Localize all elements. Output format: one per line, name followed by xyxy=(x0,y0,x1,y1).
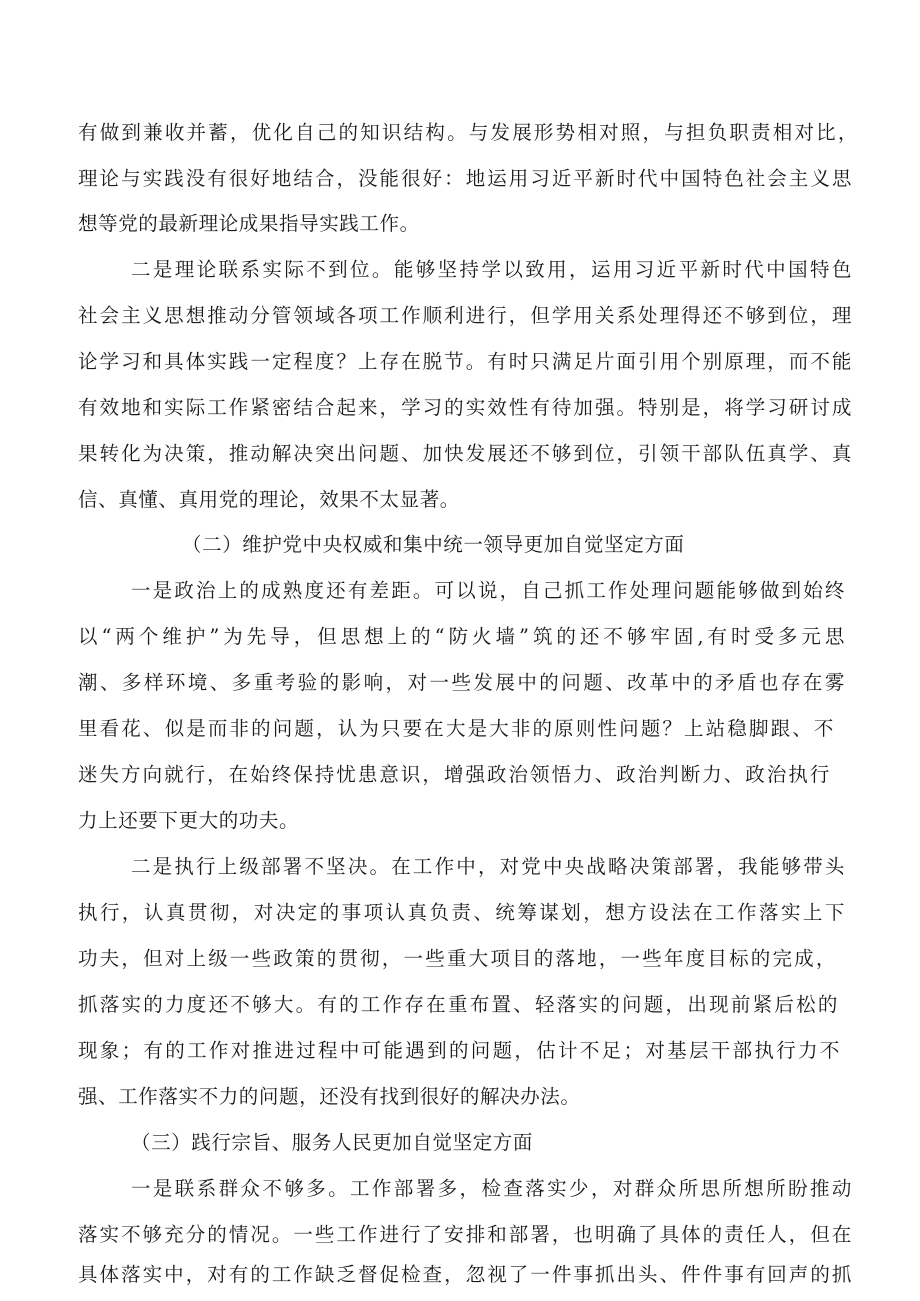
text-line: 强、工作落实不力的问题，还没有找到很好的解决办法。 xyxy=(78,1085,581,1108)
text-line: 二是执行上级部署不坚决。在工作中，对党中央战略决策部署，我能够带头 xyxy=(131,855,845,878)
text-line: 力上还要下更大的功夫。 xyxy=(78,809,300,832)
text-line: 理论与实践没有很好地结合，没能很好：地运用习近平新时代中国特色社会主义思 xyxy=(78,167,852,190)
text-line: 有效地和实际工作紧密结合起来，学习的实效性有待加强。特别是，将学习研讨成 xyxy=(78,396,852,419)
text-line: 信、真懂、真用党的理论，效果不太显著。 xyxy=(78,488,460,511)
text-line: 具体落实中，对有的工作缺乏督促检查，忽视了一件事抓出头、件件事有回声的抓 xyxy=(78,1263,852,1286)
text-line: 执行，认真贯彻，对决定的事项认真负责、统筹谋划，想方设法在工作落实上下 xyxy=(78,901,845,924)
text-line: 以“两个维护”为先导，但思想上的“防火墙”筑的还不够牢固,有时受多元思 xyxy=(78,625,845,648)
text-line: 想等党的最新理论成果指导实践工作。 xyxy=(78,212,420,235)
section-heading: （三）践行宗旨、服务人民更加自觉坚定方面 xyxy=(131,1131,534,1154)
text-line: 论学习和具体实践一定程度？上存在脱节。有时只满足片面引用个别原理，而不能 xyxy=(78,350,852,373)
text-line: 社会主义思想推动分管领域各项工作顺利进行，但学用关系处理得还不够到位，理 xyxy=(78,304,852,327)
text-line: 有做到兼收并蓄，优化自己的知识结构。与发展形势相对照，与担负职责相对比， xyxy=(78,121,858,144)
text-line: 现象；有的工作对推进过程中可能遇到的问题，估计不足；对基层干部执行力不 xyxy=(78,1039,840,1062)
section-heading: （二）维护党中央权威和集中统一领导更加自觉坚定方面 xyxy=(182,533,685,556)
text-line: 一是联系群众不够多。工作部署多，检查落实少，对群众所思所想所盼推动 xyxy=(131,1177,852,1200)
text-line: 里看花、似是而非的问题，认为只要在大是大非的原则性问题？上站稳脚跟、不 xyxy=(78,717,834,740)
text-line: 果转化为决策，推动解决突出问题、加快发展还不够到位，引领干部队伍真学、真 xyxy=(78,442,852,465)
text-line: 功夫，但对上级一些政策的贯彻，一些重大项目的落地，一些年度目标的完成， xyxy=(78,947,836,970)
text-line: 迷失方向就行，在始终保持忧患意识，增强政治领悟力、政治判断力、政治执行 xyxy=(78,763,830,786)
text-line: 二是理论联系实际不到位。能够坚持学以致用，运用习近平新时代中国特色 xyxy=(131,258,852,281)
text-line: 潮、多样环境、多重考验的影响，对一些发展中的问题、改革中的矛盾也存在雾 xyxy=(78,671,845,694)
text-line: 一是政治上的成熟度还有差距。可以说，自己抓工作处理问题能够做到始终 xyxy=(131,579,845,602)
text-line: 抓落实的力度还不够大。有的工作存在重布置、轻落实的问题，出现前紧后松的 xyxy=(78,993,838,1016)
text-line: 落实不够充分的情况。一些工作进行了安排和部署，也明确了具体的责任人，但在 xyxy=(78,1223,852,1246)
